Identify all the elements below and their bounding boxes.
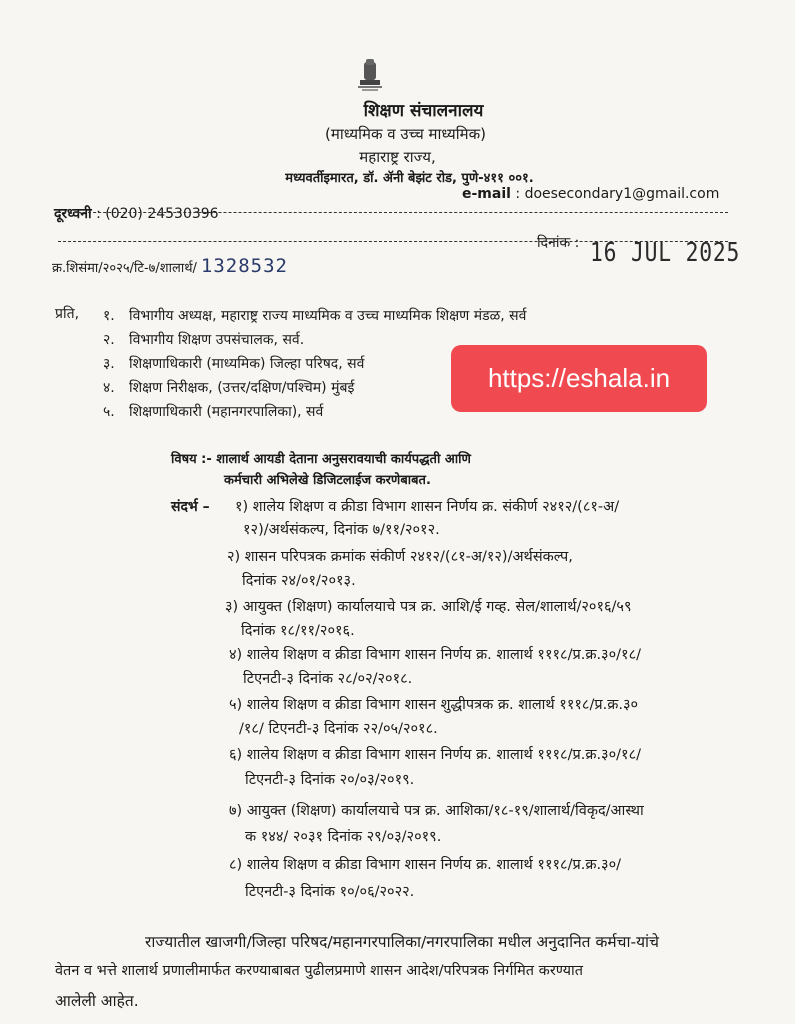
recipient-item: १. विभागीय अध्यक्ष, महाराष्ट्र राज्य माध्यमिक व उच्च माध्यमिक शिक्षण मंडळ, सर्व [103, 308, 527, 324]
office-address: मध्यवर्तीइमारत, डॉ. ॲनी बेझंट रोड, पुणे-४११ ००१. [285, 171, 534, 186]
reference-line: टिएनटी-३ दिनांक २०/०३/२०१९. [245, 772, 415, 788]
reference-line: /१८/ टिएनटी-३ दिनांक २२/०५/२०१८. [239, 721, 438, 737]
reference-line: ३) आयुक्त (शिक्षण) कार्यालयाचे पत्र क्र. आशि/ई गव्ह. सेल/शालार्थ/२०१६/५९ [225, 599, 632, 615]
reference-line: १) शालेय शिक्षण व क्रीडा विभाग शासन निर्णय क्र. संकीर्ण २४१२/(८१-अ/ [235, 499, 620, 515]
email-line [462, 186, 719, 202]
recipient-item: ४. शिक्षण निरीक्षक, (उत्तर/दक्षिण/पश्चिम) मुंबई [103, 380, 355, 396]
subject-line-1: विषय :- शालार्थ आयडी देताना अनुसरावयाची कार्यपद्धती आणि [171, 452, 471, 467]
recipient-item: ३. शिक्षणाधिकारी (माध्यमिक) जिल्हा परिषद, सर्व [103, 356, 365, 372]
email-address[interactable]: : doesecondary1@gmail.com [515, 186, 720, 202]
reference-line: ५) शालेय शिक्षण व क्रीडा विभाग शासन शुद्धीपत्रक क्र. शालार्थ १११८/प्र.क्र.३० [229, 697, 639, 713]
website-banner[interactable] [451, 345, 707, 412]
ashoka-emblem-icon [352, 58, 388, 94]
reference-line: ८) शालेय शिक्षण व क्रीडा विभाग शासन निर्णय क्र. शालार्थ १११८/प्र.क्र.३०/ [229, 857, 622, 873]
reference-line: दिनांक १८/११/२०१६. [241, 623, 355, 639]
phone-line [54, 204, 219, 223]
office-state: महाराष्ट्र राज्य, [359, 148, 436, 166]
reference-line: ६) शालेय शिक्षण व क्रीडा विभाग शासन निर्णय क्र. शालार्थ १११८/प्र.क्र.३०/१८/ [229, 747, 641, 763]
phone-number: : (020) 24530396 [96, 206, 219, 222]
reference-line: ७) आयुक्त (शिक्षण) कार्यालयाचे पत्र क्र. आशिका/१८-१९/शालार्थ/विकृद/आस्था [229, 803, 644, 819]
reference-line: क १४४/ २०३१ दिनांक २९/०३/२०१९. [245, 829, 442, 845]
body-line-2: वेतन व भत्ते शालार्थ प्रणालीमार्फत करण्याबाबत पुढीलप्रमाणे शासन आदेश/परिपत्रक निर्गमित करण्यात [55, 963, 584, 979]
office-division: (माध्यमिक व उच्च माध्यमिक) [325, 125, 486, 143]
body-line-1: राज्यातील खाजगी/जिल्हा परिषद/महानगरपालिका/नगरपालिका मधील अनुदानित कर्मचा-यांचे [145, 933, 659, 951]
phone-label: दूरध्वनी [54, 206, 92, 222]
website-link[interactable]: https://eshala.in [487, 363, 671, 393]
reference-number [52, 255, 288, 277]
email-label: e-mail [462, 186, 511, 202]
recipient-item: ५. शिक्षणाधिकारी (महानगरपालिका), सर्व [103, 404, 324, 420]
reference-line: दिनांक २४/०१/२०१३. [242, 573, 356, 589]
divider-top [58, 212, 728, 213]
reference-line: २) शासन परिपत्रक क्रमांक संकीर्ण २४१२/(८१-अ/१२)/अर्थसंकल्प, [227, 549, 573, 565]
reference-line: १२)/अर्थसंकल्प, दिनांक ७/११/२०१२. [243, 522, 440, 538]
references-label: संदर्भ – [171, 499, 210, 515]
reference-line: ४) शालेय शिक्षण व क्रीडा विभाग शासन निर्णय क्र. शालार्थ १११८/प्र.क्र.३०/१८/ [229, 647, 641, 663]
body-line-3: आलेली आहेत. [55, 992, 139, 1010]
date-label: दिनांक : [537, 235, 580, 251]
recipient-item: २. विभागीय शिक्षण उपसंचालक, सर्व. [103, 332, 305, 348]
date-stamp: 16 JUL 2025 [590, 238, 741, 268]
reference-line: टिएनटी-३ दिनांक २८/०२/२०१८. [243, 671, 413, 687]
subject-line-2: कर्मचारी अभिलेखे डिजिटलाईज करणेबाबत. [224, 473, 431, 488]
office-title: शिक्षण संचालनालय [363, 101, 484, 121]
reference-line: टिएनटी-३ दिनांक १०/०६/२०२२. [245, 884, 415, 900]
reference-prefix: क्र.शिसंमा/२०२५/टि-७/शालार्थ/ [52, 261, 197, 276]
reference-handwritten-number: 1328532 [200, 255, 288, 277]
to-label: प्रति, [55, 306, 80, 322]
